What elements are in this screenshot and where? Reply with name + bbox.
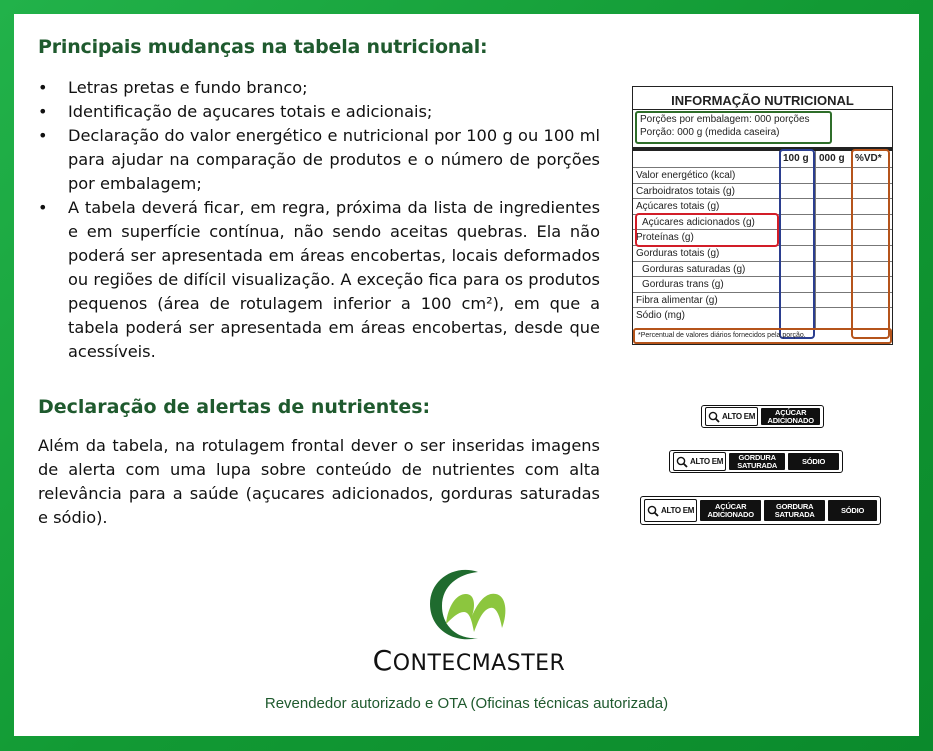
bullet-icon: • xyxy=(38,78,48,97)
table-row: Açúcares totais (g) xyxy=(633,198,892,215)
nutrition-table-title: INFORMAÇÃO NUTRICIONAL xyxy=(671,93,854,108)
highlight-100g-column xyxy=(779,149,815,339)
highlight-vd-column xyxy=(851,149,890,339)
table-row: Valor energético (kcal) xyxy=(633,167,892,184)
alert-sugar xyxy=(701,405,824,428)
alto-em-badge: ALTO EM xyxy=(644,499,697,522)
list-item: • Declaração do valor energético e nutricional por 100 g ou 100 ml para ajudar na comparação de produtos e o número de porções por embalagem; xyxy=(38,126,600,193)
column-header-100g: 100 g xyxy=(783,153,809,164)
alto-em-badge: ALTO EM xyxy=(705,407,758,426)
alert-fat-sodium xyxy=(669,450,843,473)
tag-added-sugar: AÇÚCAR ADICIONADO xyxy=(761,408,820,425)
nutrition-table-footnote: *Percentual de valores diários fornecidos pela porção. xyxy=(633,328,892,344)
footer-text: Revendedor autorizado e OTA (Oficinas técnicas autorizada) xyxy=(264,695,669,712)
bullet-icon: • xyxy=(38,126,48,145)
section-title-alerts: Declaração de alertas de nutrientes: xyxy=(38,396,431,418)
list-item: • A tabela deverá ficar, em regra, próxima da lista de ingredientes e em superfície contínua, não sendo aceitas quebras. Ela não poderá ser apresentada em áreas encobertas, locais deformados ou regiões de difícil visualização. A exceção fica para os produtos pequenos (área de rotulagem inferior a 100 cm²), em que a tabela poderá ser apresentada em áreas encobertas, desde que acessíveis. xyxy=(38,198,600,361)
column-header-vd: %VD* xyxy=(855,153,882,164)
table-row: Gorduras trans (g) xyxy=(633,276,892,293)
bullet-icon: • xyxy=(38,198,48,217)
magnifier-icon xyxy=(708,411,720,423)
magnifier-icon xyxy=(647,505,659,517)
highlight-sugars xyxy=(635,213,779,247)
table-row: Carboidratos totais (g) xyxy=(633,183,892,200)
alto-em-badge: ALTO EM xyxy=(673,452,726,471)
table-row: Gorduras totais (g) xyxy=(633,245,892,262)
alert-all xyxy=(640,496,881,525)
section-title-nutrition: Principais mudanças na tabela nutricional: xyxy=(38,36,488,58)
brand-name: CONTECMASTER xyxy=(372,644,566,677)
tag-added-sugar: AÇÚCAR ADICIONADO xyxy=(700,500,761,521)
tag-saturated-fat: GORDURA SATURADA xyxy=(729,453,785,470)
alerts-paragraph: Além da tabela, na rotulagem frontal dever o ser inseridas imagens de alerta com uma lupa sobre conteúdo de nutrientes com alta relevância para a saúde (açucares adicionados, gorduras saturadas e sódio). xyxy=(38,436,600,527)
tag-sodium: SÓDIO xyxy=(828,500,877,521)
portions-box: Porções por embalagem: 000 porções Porção: 000 g (medida caseira) xyxy=(635,111,832,144)
list-item: • Identificação de açucares totais e adicionais; xyxy=(38,100,600,124)
column-header-000g: 000 g xyxy=(819,153,845,164)
tag-sodium: SÓDIO xyxy=(788,453,839,470)
nutrition-table-image xyxy=(632,86,893,345)
list-item: • Letras pretas e fundo branco; xyxy=(38,76,600,100)
magnifier-icon xyxy=(676,456,688,468)
tag-saturated-fat: GORDURA SATURADA xyxy=(764,500,825,521)
table-row: Açúcares adicionados (g) xyxy=(633,214,892,231)
bullet-icon: • xyxy=(38,102,48,121)
table-row: Sódio (mg) xyxy=(633,307,892,324)
table-row: Proteínas (g) xyxy=(633,229,892,246)
changes-list xyxy=(38,76,600,364)
content-card xyxy=(14,14,919,736)
table-row: Gorduras saturadas (g) xyxy=(633,261,892,278)
contecmaster-logo-icon xyxy=(426,566,512,646)
table-row: Fibra alimentar (g) xyxy=(633,292,892,309)
